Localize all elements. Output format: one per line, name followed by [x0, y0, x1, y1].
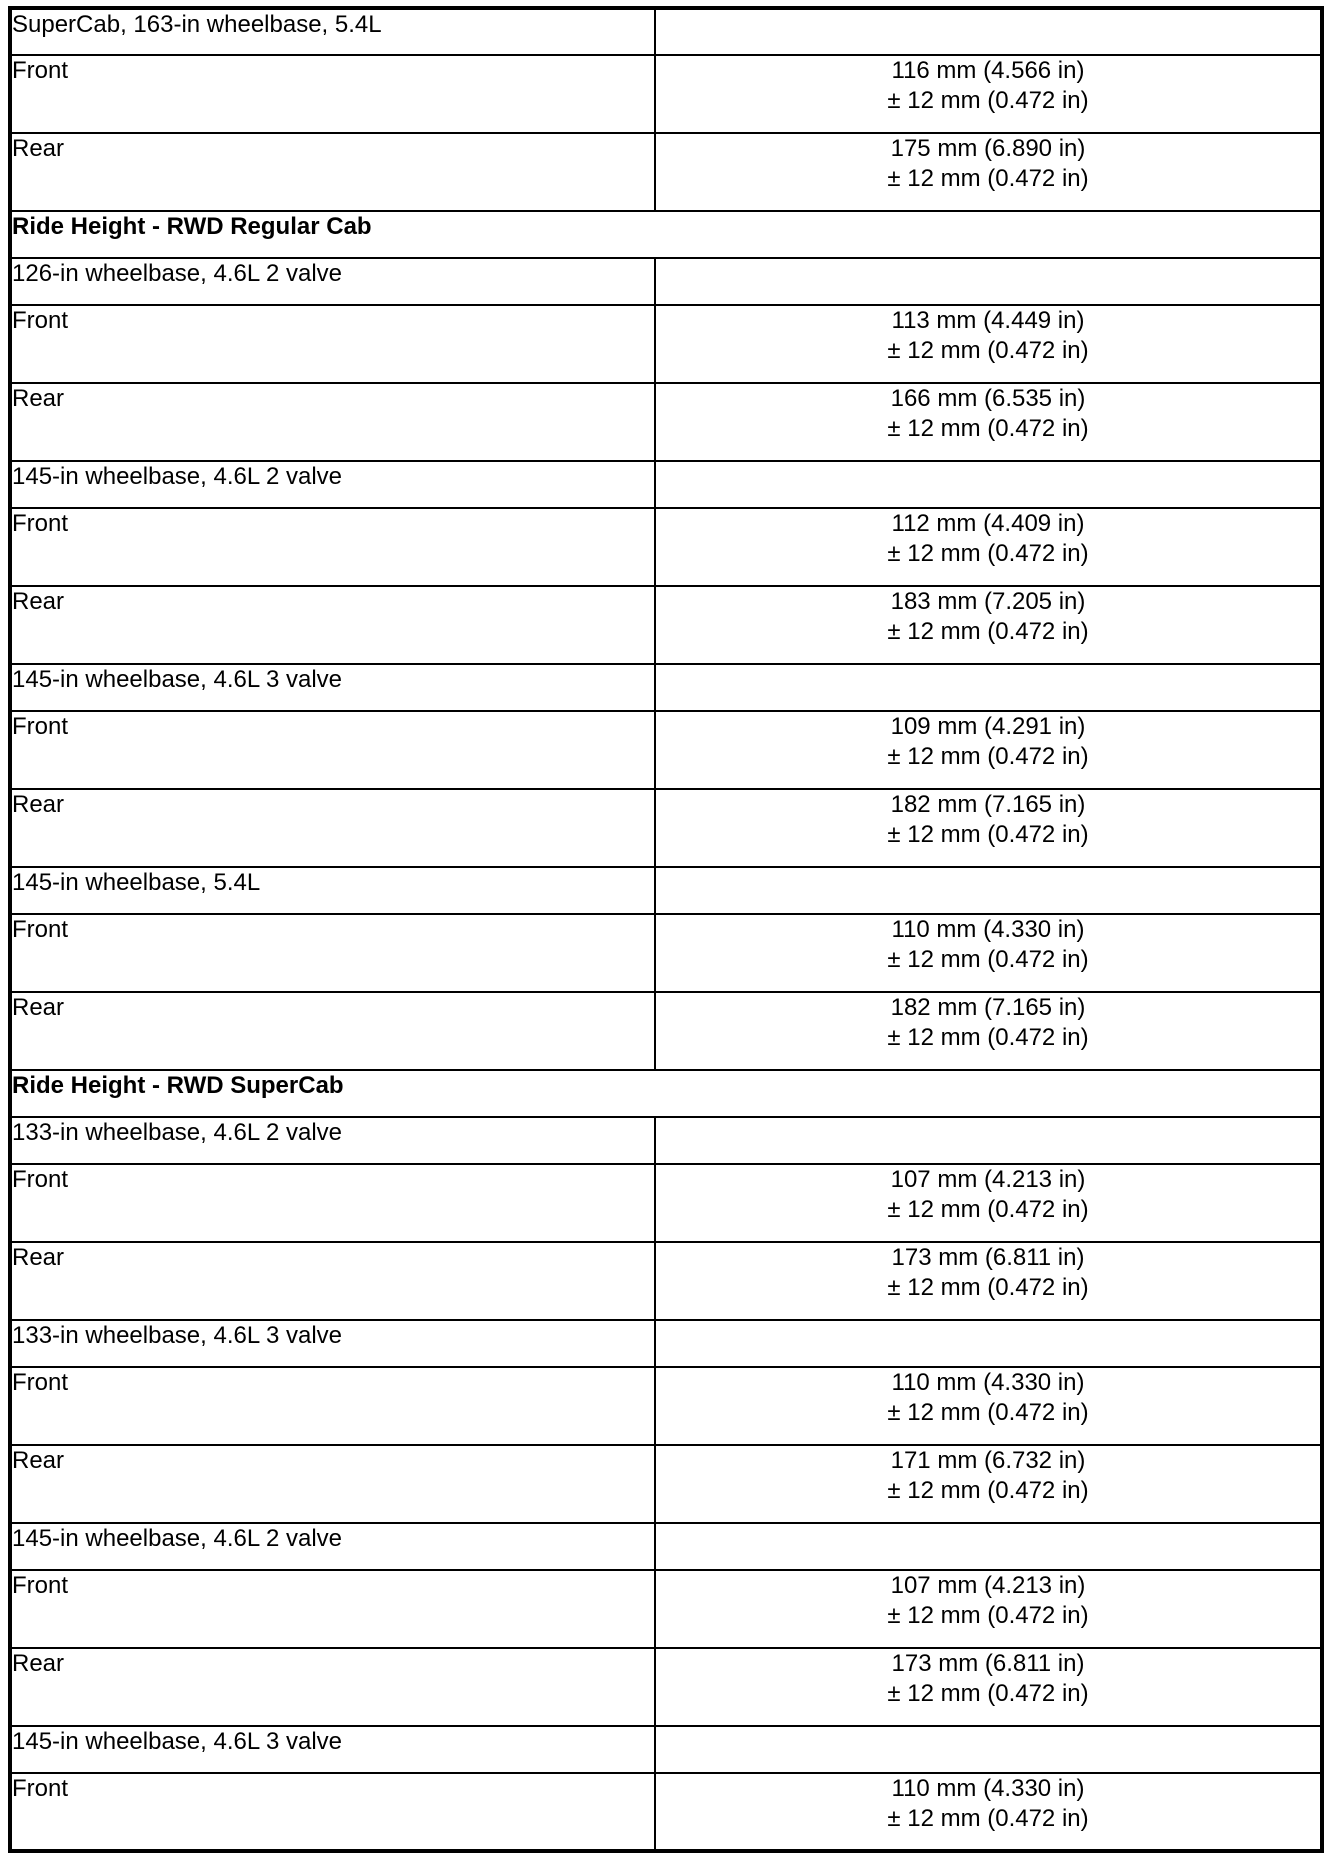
ride-height-tolerance: ± 12 mm (0.472 in)	[887, 540, 1089, 567]
ride-height-value-cell	[655, 914, 1322, 992]
configuration-label: 133-in wheelbase, 4.6L 2 valve	[10, 1117, 655, 1164]
ride-height-tolerance: ± 12 mm (0.472 in)	[887, 821, 1089, 848]
configuration-label: 145-in wheelbase, 4.6L 3 valve	[10, 1726, 655, 1773]
axle-label: Front	[10, 1164, 655, 1242]
ride-height-tolerance: ± 12 mm (0.472 in)	[887, 1602, 1089, 1629]
configuration-row	[10, 1320, 1322, 1367]
ride-height-tolerance: ± 12 mm (0.472 in)	[887, 1274, 1089, 1301]
configuration-label: 145-in wheelbase, 4.6L 3 valve	[10, 664, 655, 711]
axle-label: Rear	[10, 1648, 655, 1726]
axle-label: Rear	[10, 383, 655, 461]
configuration-row	[10, 1523, 1322, 1570]
section-heading-row	[10, 1070, 1322, 1117]
ride-height-value: 173 mm (6.811 in)	[891, 1650, 1085, 1677]
ride-height-value: 171 mm (6.732 in)	[890, 1447, 1086, 1474]
measurement-row	[10, 1445, 1322, 1523]
measurement-row	[10, 55, 1322, 133]
ride-height-tolerance: ± 12 mm (0.472 in)	[887, 1024, 1089, 1051]
axle-label: Front	[10, 1367, 655, 1445]
ride-height-value-cell	[655, 1367, 1322, 1445]
ride-height-value-cell	[655, 1648, 1322, 1726]
ride-height-value: 112 mm (4.409 in)	[891, 510, 1085, 537]
configuration-row	[10, 8, 1322, 55]
ride-height-value: 109 mm (4.291 in)	[890, 713, 1086, 740]
ride-height-tolerance: ± 12 mm (0.472 in)	[887, 87, 1089, 114]
ride-height-value: 110 mm (4.330 in)	[891, 1369, 1085, 1396]
axle-label: Rear	[10, 789, 655, 867]
ride-height-value-cell	[655, 1570, 1322, 1648]
spec-table-body	[10, 8, 1322, 1851]
ride-height-value: 116 mm (4.566 in)	[891, 57, 1085, 84]
configuration-label: 126-in wheelbase, 4.6L 2 valve	[10, 258, 655, 305]
measurement-row	[10, 1164, 1322, 1242]
ride-height-tolerance: ± 12 mm (0.472 in)	[887, 946, 1089, 973]
ride-height-tolerance: ± 12 mm (0.472 in)	[887, 1805, 1089, 1832]
ride-height-tolerance: ± 12 mm (0.472 in)	[887, 165, 1089, 192]
axle-label: Rear	[10, 586, 655, 664]
ride-height-value: 110 mm (4.330 in)	[891, 1775, 1085, 1802]
measurement-row	[10, 1648, 1322, 1726]
measurement-row	[10, 1242, 1322, 1320]
empty-value-cell	[655, 461, 1322, 508]
ride-height-spec-table	[8, 6, 1324, 1853]
ride-height-value: 107 mm (4.213 in)	[890, 1572, 1086, 1599]
ride-height-tolerance: ± 12 mm (0.472 in)	[887, 1477, 1089, 1504]
ride-height-value-cell	[655, 586, 1322, 664]
empty-value-cell	[655, 1117, 1322, 1164]
axle-label: Rear	[10, 133, 655, 211]
axle-label: Front	[10, 1773, 655, 1851]
ride-height-value: 113 mm (4.449 in)	[891, 307, 1085, 334]
ride-height-value: 173 mm (6.811 in)	[891, 1244, 1085, 1271]
configuration-row	[10, 664, 1322, 711]
axle-label: Rear	[10, 992, 655, 1070]
measurement-row	[10, 1570, 1322, 1648]
measurement-row	[10, 383, 1322, 461]
axle-label: Rear	[10, 1445, 655, 1523]
empty-value-cell	[655, 867, 1322, 914]
configuration-label: 145-in wheelbase, 4.6L 2 valve	[10, 1523, 655, 1570]
measurement-row	[10, 992, 1322, 1070]
ride-height-value-cell	[655, 1445, 1322, 1523]
ride-height-tolerance: ± 12 mm (0.472 in)	[887, 337, 1089, 364]
ride-height-value-cell	[655, 789, 1322, 867]
section-heading: Ride Height - RWD SuperCab	[10, 1070, 1322, 1117]
axle-label: Front	[10, 1570, 655, 1648]
configuration-row	[10, 461, 1322, 508]
ride-height-tolerance: ± 12 mm (0.472 in)	[887, 1196, 1089, 1223]
ride-height-value-cell	[655, 1164, 1322, 1242]
ride-height-value-cell	[655, 1242, 1322, 1320]
configuration-label: 133-in wheelbase, 4.6L 3 valve	[10, 1320, 655, 1367]
axle-label: Front	[10, 305, 655, 383]
empty-value-cell	[655, 664, 1322, 711]
empty-value-cell	[655, 258, 1322, 305]
axle-label: Rear	[10, 1242, 655, 1320]
ride-height-value: 110 mm (4.330 in)	[891, 916, 1085, 943]
empty-value-cell	[655, 1726, 1322, 1773]
ride-height-tolerance: ± 12 mm (0.472 in)	[887, 1680, 1089, 1707]
ride-height-value: 182 mm (7.165 in)	[890, 791, 1086, 818]
ride-height-value-cell	[655, 711, 1322, 789]
measurement-row	[10, 1773, 1322, 1851]
section-heading: Ride Height - RWD Regular Cab	[10, 211, 1322, 258]
ride-height-value: 175 mm (6.890 in)	[890, 135, 1086, 162]
empty-value-cell	[655, 8, 1322, 55]
ride-height-value-cell	[655, 133, 1322, 211]
measurement-row	[10, 789, 1322, 867]
ride-height-value-cell	[655, 383, 1322, 461]
axle-label: Front	[10, 711, 655, 789]
measurement-row	[10, 586, 1322, 664]
configuration-row	[10, 1117, 1322, 1164]
ride-height-value: 182 mm (7.165 in)	[890, 994, 1086, 1021]
configuration-row	[10, 1726, 1322, 1773]
empty-value-cell	[655, 1320, 1322, 1367]
ride-height-value-cell	[655, 55, 1322, 133]
ride-height-tolerance: ± 12 mm (0.472 in)	[887, 618, 1089, 645]
axle-label: Front	[10, 508, 655, 586]
axle-label: Front	[10, 55, 655, 133]
ride-height-value: 107 mm (4.213 in)	[890, 1166, 1086, 1193]
ride-height-tolerance: ± 12 mm (0.472 in)	[887, 1399, 1089, 1426]
configuration-label: SuperCab, 163-in wheelbase, 5.4L	[10, 8, 655, 55]
ride-height-value: 166 mm (6.535 in)	[890, 385, 1086, 412]
section-heading-row	[10, 211, 1322, 258]
configuration-label: 145-in wheelbase, 5.4L	[10, 867, 655, 914]
ride-height-tolerance: ± 12 mm (0.472 in)	[887, 415, 1089, 442]
measurement-row	[10, 133, 1322, 211]
ride-height-value-cell	[655, 1773, 1322, 1851]
ride-height-value-cell	[655, 305, 1322, 383]
empty-value-cell	[655, 1523, 1322, 1570]
ride-height-value-cell	[655, 992, 1322, 1070]
configuration-row	[10, 258, 1322, 305]
ride-height-value-cell	[655, 508, 1322, 586]
measurement-row	[10, 508, 1322, 586]
measurement-row	[10, 711, 1322, 789]
axle-label: Front	[10, 914, 655, 992]
measurement-row	[10, 1367, 1322, 1445]
configuration-row	[10, 867, 1322, 914]
ride-height-value: 183 mm (7.205 in)	[890, 588, 1086, 615]
configuration-label: 145-in wheelbase, 4.6L 2 valve	[10, 461, 655, 508]
measurement-row	[10, 914, 1322, 992]
ride-height-tolerance: ± 12 mm (0.472 in)	[887, 743, 1089, 770]
measurement-row	[10, 305, 1322, 383]
